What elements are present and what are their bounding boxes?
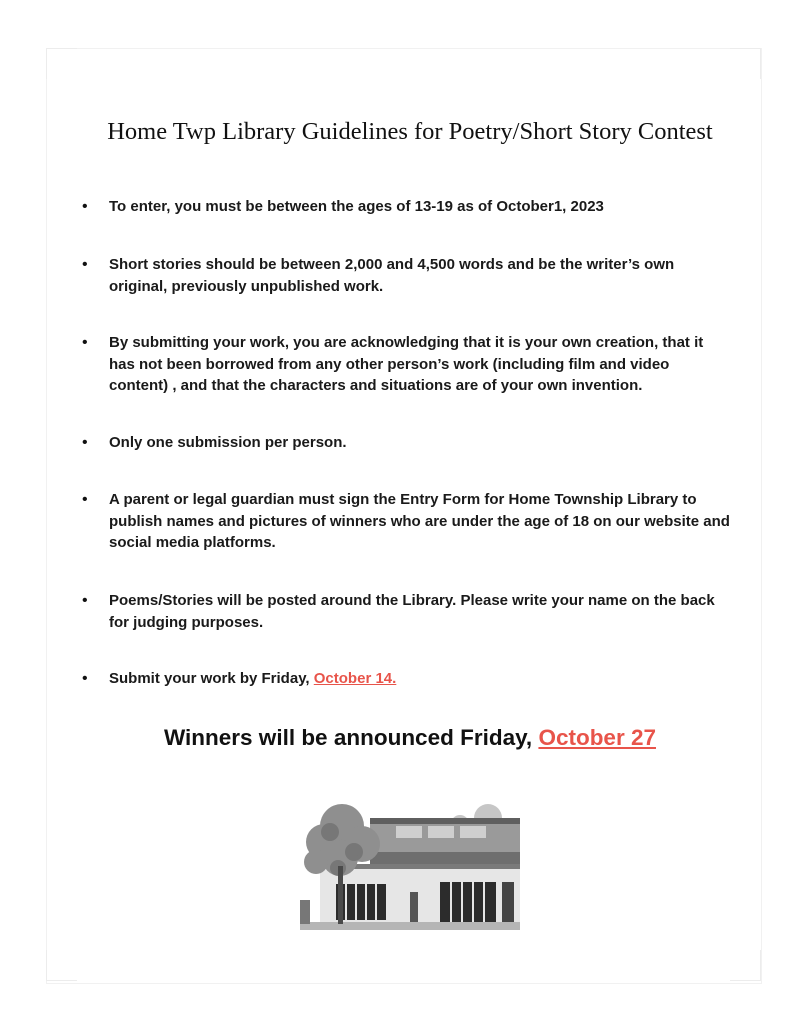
corner-ornament xyxy=(46,48,77,79)
guideline-text: To enter, you must be between the ages of 13-19 as of October1, 2023 xyxy=(109,198,604,215)
bullet-icon: • xyxy=(82,434,88,451)
bullet-icon: • xyxy=(82,592,88,609)
corner-ornament xyxy=(730,950,761,981)
announcement-prefix: Winners will be announced Friday, xyxy=(164,725,539,750)
announcement-date: October 27 xyxy=(538,725,656,750)
bullet-icon: • xyxy=(82,198,88,215)
deadline-prefix: Submit your work by Friday, xyxy=(109,670,314,687)
deadline-date: October 14. xyxy=(313,670,397,687)
corner-ornament xyxy=(46,950,77,981)
guideline-text: By submitting your work, you are acknowledging that it is your own creation, that it has not been borrowed from any other person’s work (including film and video content) , and that the characters and situations are of your own invention. xyxy=(109,334,704,394)
guideline-text: Poems/Stories will be posted around the Library. Please write your name on the back for judging purposes. xyxy=(109,592,715,631)
guideline-text: A parent or legal guardian must sign the Entry Form for Home Township Library to publish names and pictures of winners who are under the age of 18 on our website and social media platforms. xyxy=(109,491,730,551)
corner-ornament xyxy=(730,48,761,79)
bullet-icon: • xyxy=(82,256,88,273)
list-item xyxy=(82,489,732,554)
guideline-text: Only one submission per person. xyxy=(109,434,347,451)
list-item xyxy=(82,432,732,454)
bullet-icon: • xyxy=(82,491,88,508)
list-item xyxy=(82,668,732,690)
list-item xyxy=(82,254,732,297)
list-item xyxy=(82,196,732,218)
list-item xyxy=(82,332,732,397)
page-title: Home Twp Library Guidelines for Poetry/Short Story Contest xyxy=(107,118,713,145)
bullet-icon: • xyxy=(82,670,88,687)
list-item xyxy=(82,590,732,633)
guideline-deadline xyxy=(109,668,396,690)
winners-announcement xyxy=(60,725,760,751)
bullet-icon: • xyxy=(82,334,88,351)
library-building-icon xyxy=(300,796,520,930)
guideline-text: Short stories should be between 2,000 and 4,500 words and be the writer’s own original, previously unpublished work. xyxy=(109,256,675,295)
